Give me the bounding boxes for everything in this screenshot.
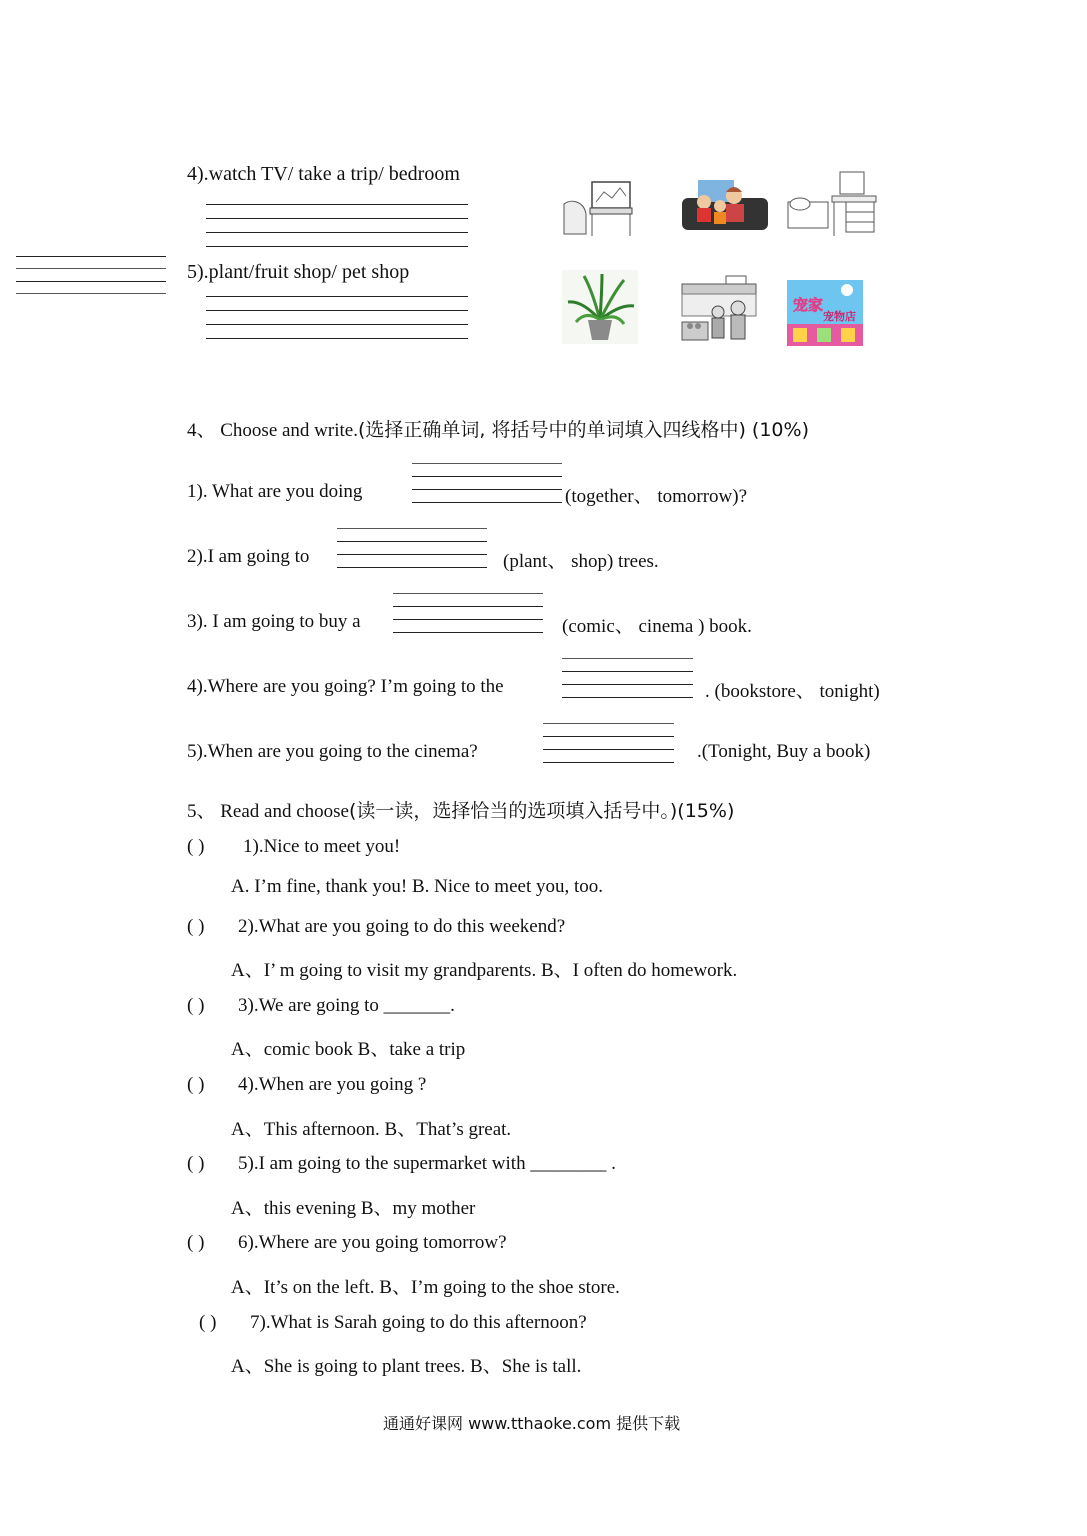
s5-q1-options: A. I’m fine, thank you! B. Nice to meet you, too. — [231, 876, 604, 897]
s5-q6-question: 6).Where are you going tomorrow? — [238, 1232, 507, 1253]
s4-item5-after: .(Tonight, Buy a book) — [697, 741, 871, 762]
s5-q3-paren[interactable]: ( ) — [187, 995, 205, 1016]
s4-item4-before: 4).Where are you going? I’m going to the — [187, 676, 504, 697]
section4-heading: 4、 Choose and write.(选择正确单词, 将括号中的单词填入四线格中) (10%) — [187, 419, 809, 441]
s5-q3-question: 3).We are going to _______. — [238, 995, 455, 1016]
s5-q4-paren[interactable]: ( ) — [187, 1074, 205, 1095]
bedroom-picture — [786, 168, 882, 240]
s5-q4-options: A、This afternoon. B、That’s great. — [231, 1119, 512, 1140]
s5-q2-options: A、I’ m going to visit my grandparents. B、I often do homework. — [231, 960, 738, 981]
s5-q5-options: A、this evening B、my mother — [231, 1198, 476, 1219]
svg-text:宠家: 宠家 — [793, 296, 824, 314]
s4-item5-writing-lines[interactable] — [543, 723, 674, 763]
item4-label: 4).watch TV/ take a trip/ bedroom — [187, 163, 460, 185]
item4-writing-lines[interactable] — [206, 204, 468, 248]
s5-q6-options: A、It’s on the left. B、I’m going to the shoe store. — [231, 1277, 620, 1298]
page-footer: 通通好课网 www.tthaoke.com 提供下载 — [383, 1414, 681, 1433]
s5-q1-question: 1).Nice to meet you! — [243, 836, 401, 857]
section5-heading: 5、 Read and choose(读一读，选择恰当的选项填入括号中。)(15%) — [187, 800, 735, 822]
s5-q5-question: 5).I am going to the supermarket with ________ . — [238, 1153, 616, 1174]
s4-item1-writing-lines[interactable] — [412, 463, 562, 503]
s4-item1-after: (together、 tomorrow)? — [565, 486, 748, 507]
s5-q6-paren[interactable]: ( ) — [187, 1232, 205, 1253]
potted-plant-picture — [562, 270, 638, 344]
s4-item4-writing-lines[interactable] — [562, 658, 693, 698]
item5-writing-lines[interactable] — [206, 296, 468, 340]
s5-q2-question: 2).What are you going to do this weekend? — [238, 916, 566, 937]
s4-item1-before: 1). What are you doing — [187, 481, 363, 502]
s4-item2-before: 2).I am going to — [187, 546, 310, 567]
item5-label: 5).plant/fruit shop/ pet shop — [187, 261, 410, 283]
living-room-tv-picture — [562, 174, 638, 238]
s4-item4-after: . (bookstore、 tonight) — [705, 681, 880, 702]
s4-item3-after: (comic、 cinema ) book. — [562, 616, 752, 637]
s4-item2-writing-lines[interactable] — [337, 528, 487, 568]
s4-item5-before: 5).When are you going to the cinema? — [187, 741, 478, 762]
s4-item2-after: (plant、 shop) trees. — [503, 551, 659, 572]
family-trip-picture — [680, 176, 770, 232]
s5-q4-question: 4).When are you going ? — [238, 1074, 427, 1095]
pet-shop-sign-picture — [787, 280, 863, 346]
s5-q7-options: A、She is going to plant trees. B、She is tall. — [231, 1356, 582, 1377]
svg-text:宠物店: 宠物店 — [823, 310, 856, 323]
fruit-shop-picture — [678, 274, 760, 348]
s5-q5-paren[interactable]: ( ) — [187, 1153, 205, 1174]
s5-q1-paren[interactable]: ( ) — [187, 836, 205, 857]
s5-q7-question: 7).What is Sarah going to do this afternoon? — [250, 1312, 587, 1333]
s5-q7-paren[interactable]: ( ) — [199, 1312, 217, 1333]
s5-q3-options: A、comic book B、take a trip — [231, 1039, 466, 1060]
margin-writing-lines — [16, 256, 166, 296]
s4-item3-before: 3). I am going to buy a — [187, 611, 361, 632]
s4-item3-writing-lines[interactable] — [393, 593, 543, 633]
s5-q2-paren[interactable]: ( ) — [187, 916, 205, 937]
